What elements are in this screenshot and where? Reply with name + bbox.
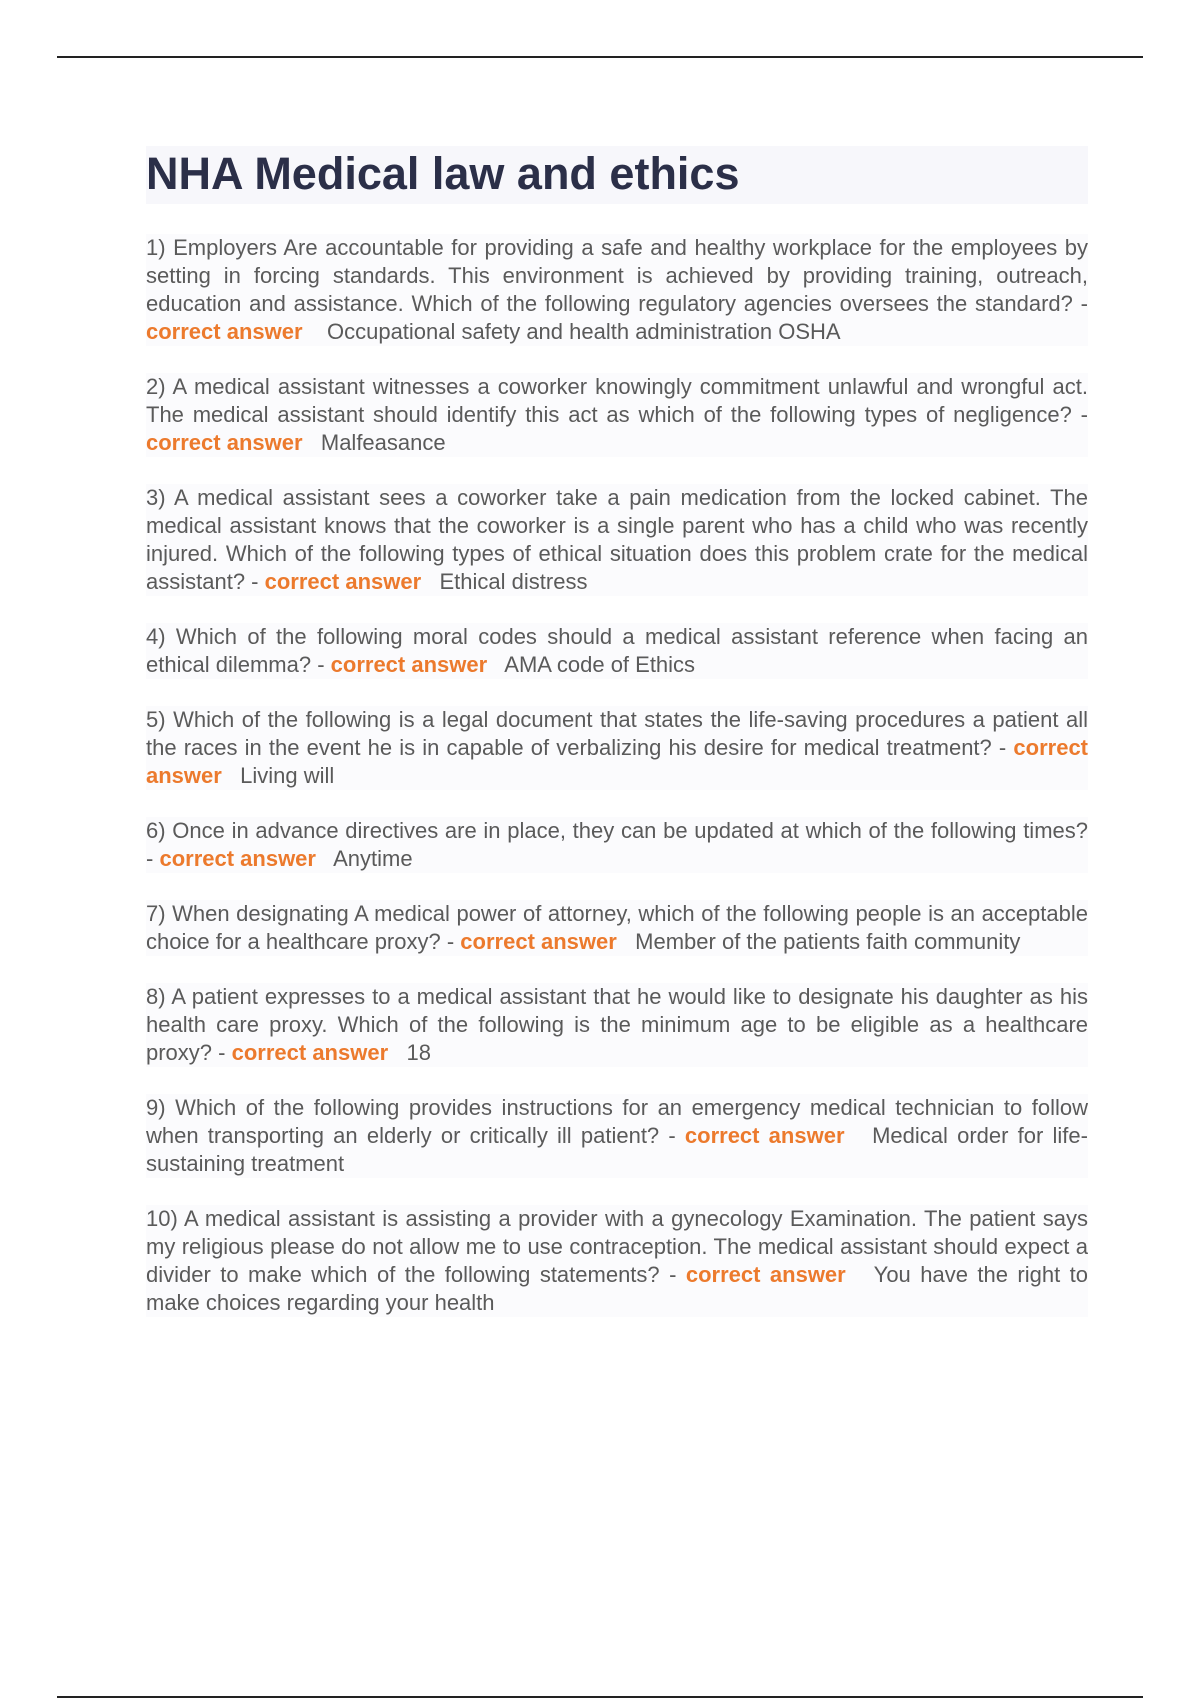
answer-text: Occupational safety and health administration OSHA bbox=[326, 319, 841, 344]
separator: - bbox=[245, 569, 265, 594]
qa-item-6 bbox=[146, 817, 1088, 873]
question-number: 9) bbox=[146, 1095, 166, 1120]
question-text: When designating A medical power of attorney, which of the following people is an acceptable choice for a healthcare proxy? bbox=[146, 901, 1088, 954]
qa-item-4 bbox=[146, 623, 1088, 679]
document-body bbox=[146, 146, 1088, 1344]
separator: - bbox=[1071, 402, 1088, 427]
answer-text: Ethical distress bbox=[439, 569, 588, 594]
qa-item-8 bbox=[146, 983, 1088, 1067]
question-number: 3) bbox=[146, 485, 166, 510]
question-text: Which of the following is a legal document that states the life-saving procedures a patient all the races in the event he is in capable of verbalizing his desire for medical treatment? bbox=[146, 707, 1088, 760]
answer-text: Medical order for life-sustaining treatment bbox=[146, 1123, 1088, 1176]
qa-item-2 bbox=[146, 373, 1088, 457]
correct-answer-label: correct answer bbox=[231, 1040, 389, 1065]
question-number: 10) bbox=[146, 1206, 178, 1231]
correct-answer-label: correct answer bbox=[264, 569, 422, 594]
qa-item-10 bbox=[146, 1205, 1088, 1317]
question-number: 1) bbox=[146, 235, 166, 260]
answer-text: Member of the patients faith community bbox=[635, 929, 1021, 954]
answer-text: Anytime bbox=[333, 846, 413, 871]
separator: - bbox=[659, 1262, 686, 1287]
correct-answer-label: correct answer bbox=[460, 929, 617, 954]
question-text: A medical assistant sees a coworker take a pain medication from the locked cabinet. The medical assistant knows that the coworker is a single parent who has a child who was recently injured. Which of the following types of ethical situation does this problem crate for the medical assistant? bbox=[146, 485, 1089, 594]
answer-text: You have the right to make choices regarding your health bbox=[146, 1262, 1088, 1315]
qa-item-5 bbox=[146, 706, 1088, 790]
correct-answer-label: correct answer bbox=[685, 1262, 846, 1287]
question-number: 7) bbox=[146, 901, 166, 926]
correct-answer-label: correct answer bbox=[684, 1123, 845, 1148]
separator: - bbox=[212, 1040, 232, 1065]
separator: - bbox=[1072, 291, 1088, 316]
answer-text: Malfeasance bbox=[320, 430, 446, 455]
answer-text: 18 bbox=[406, 1040, 431, 1065]
answer-text: Living will bbox=[240, 763, 335, 788]
correct-answer-label: correct answer bbox=[146, 430, 303, 455]
separator: - bbox=[659, 1123, 685, 1148]
separator: - bbox=[146, 846, 160, 871]
correct-answer-label: correct answer bbox=[159, 846, 316, 871]
question-text: A patient expresses to a medical assistant that he would like to designate his daughter as his health care proxy. Which of the following is the minimum age to be eligible as a healthcare proxy? bbox=[146, 984, 1088, 1065]
question-number: 6) bbox=[146, 818, 166, 843]
separator: - bbox=[311, 652, 331, 677]
qa-item-1 bbox=[146, 234, 1088, 346]
question-number: 4) bbox=[146, 624, 166, 649]
question-text: Once in advance directives are in place, they can be updated at which of the following times? bbox=[172, 818, 1088, 843]
question-text: Which of the following moral codes should a medical assistant reference when facing an ethical dilemma? bbox=[146, 624, 1088, 677]
qa-item-9 bbox=[146, 1094, 1088, 1178]
separator: - bbox=[991, 735, 1014, 760]
correct-answer-label: correct answer bbox=[330, 652, 488, 677]
question-text: A medical assistant witnesses a coworker knowingly commitment unlawful and wrongful act. The medical assistant should identify this act as which of the following types of negligence? bbox=[146, 374, 1088, 427]
correct-answer-label: correct answer bbox=[146, 735, 1088, 788]
question-text: Which of the following provides instructions for an emergency medical technician to follow when transporting an elderly or critically ill patient? bbox=[146, 1095, 1088, 1148]
header-rule bbox=[57, 56, 1143, 58]
answer-text: AMA code of Ethics bbox=[504, 652, 696, 677]
question-number: 5) bbox=[146, 707, 166, 732]
footer-rule bbox=[57, 1696, 1143, 1698]
qa-item-7 bbox=[146, 900, 1088, 956]
question-number: 2) bbox=[146, 374, 166, 399]
qa-item-3 bbox=[146, 484, 1088, 596]
question-number: 8) bbox=[146, 984, 166, 1009]
correct-answer-label: correct answer bbox=[146, 319, 303, 344]
separator: - bbox=[440, 929, 461, 954]
question-text: Employers Are accountable for providing a safe and healthy workplace for the employees by setting in forcing standards. This environment is achieved by providing training, outreach, education and assistance. Which of the following regulatory agencies oversees the standard? bbox=[146, 235, 1088, 316]
document-title: NHA Medical law and ethics bbox=[146, 146, 1088, 204]
question-text: A medical assistant is assisting a provider with a gynecology Examination. The patient says my religious please do not allow me to use contraception. The medical assistant should expect a divider to make which of the following statements? bbox=[146, 1206, 1088, 1287]
